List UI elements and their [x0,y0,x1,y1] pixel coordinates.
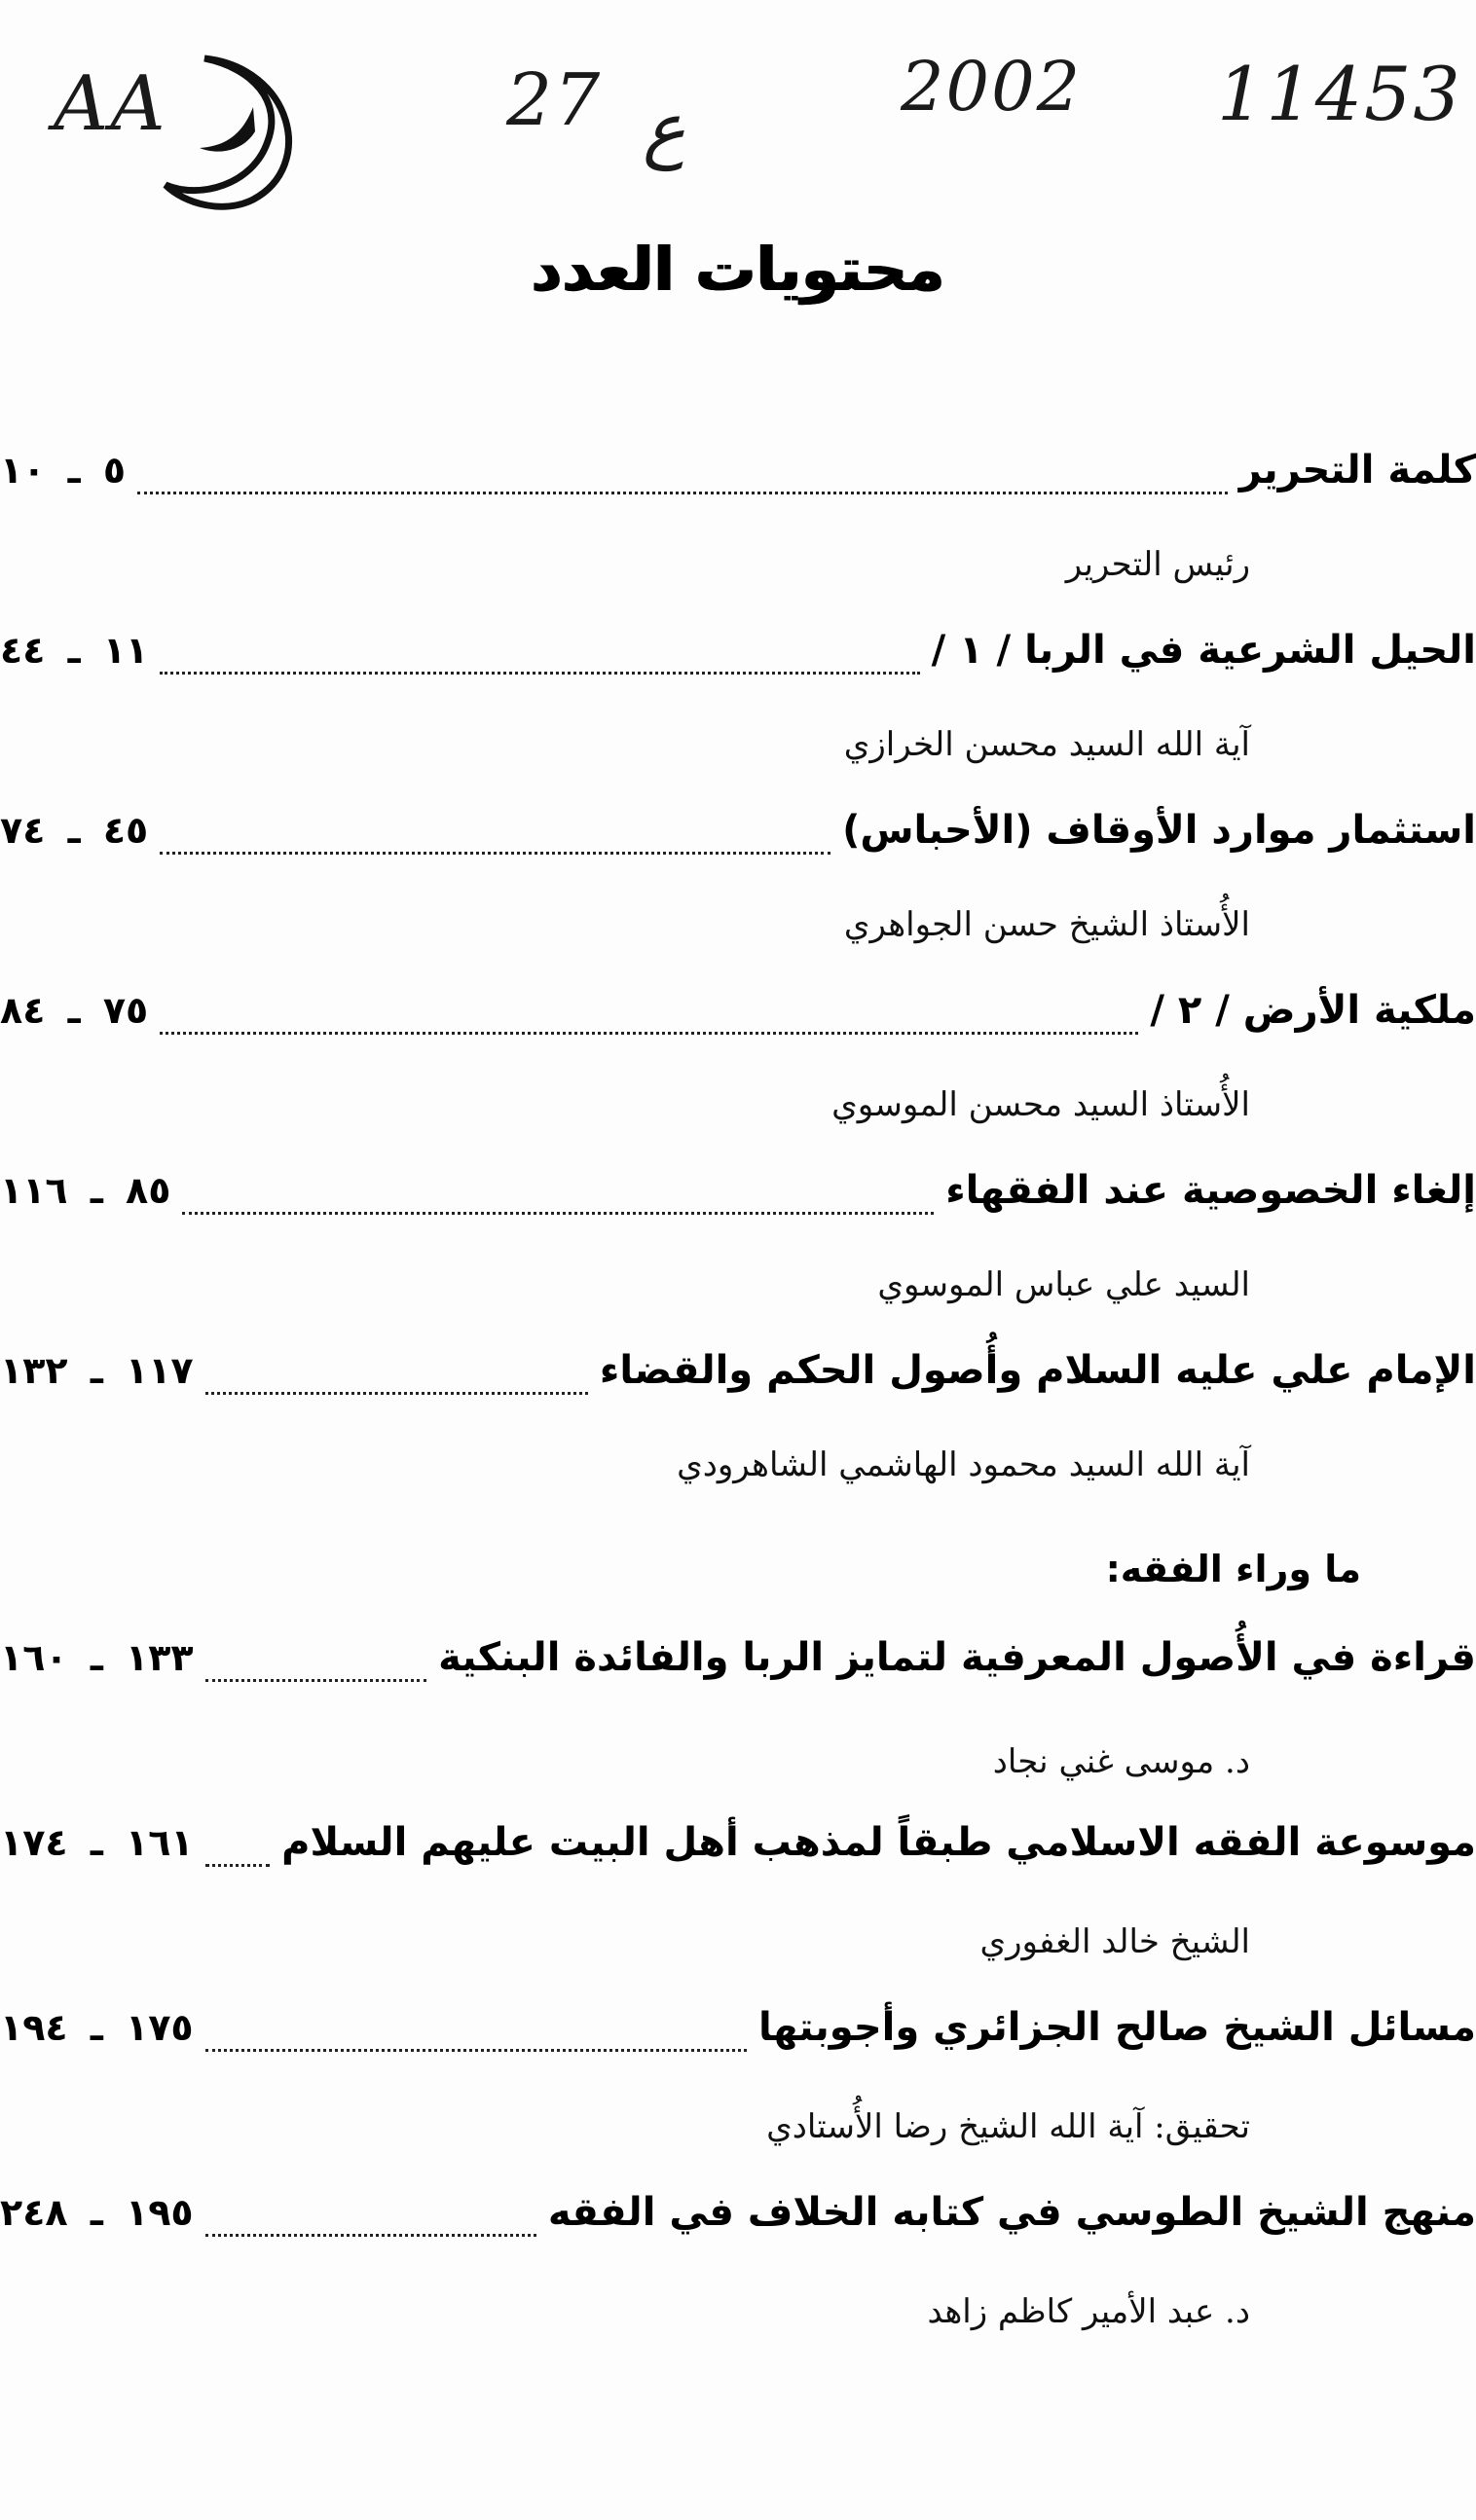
toc-entry [0,2005,1476,2063]
toc-entry-title: مسائل الشيخ صالح الجزائري وأجوبتها [758,2005,1476,2050]
section-heading: ما وراء الفقه: [1105,1548,1361,1590]
toc-entry-pages: ٨٥ ـ ١١٦ [0,1169,171,1212]
crescent-stamp-icon [146,39,312,214]
handwritten-letter: ع [643,88,686,171]
toc-entry-pages: ١٣٣ ـ ١٦٠ [0,1636,194,1679]
toc-entry-title: الحيل الشرعية في الربا / ١ / [931,628,1476,673]
toc-entry [0,2190,1476,2248]
toc-entry-pages: ١١ ـ ٤٤ [0,629,149,672]
toc-entry-pages: ٧٥ ـ ٨٤ [0,989,149,1032]
toc-entry [0,988,1476,1046]
toc-entry-title: إلغاء الخصوصية عند الفقهاء [945,1168,1476,1213]
toc-entry-title: منهج الشيخ الطوسي في كتابه الخلاف في الفقه [547,2190,1476,2235]
handwritten-code: 11453 [1217,51,1462,137]
leader-dots [205,2048,747,2052]
toc-entry-author: آية الله السيد محسن الخرازي [843,725,1250,764]
leader-dots [205,1678,427,1682]
toc-entry-title: الإمام علي عليه السلام وأُصول الحكم والقضاء [599,1348,1476,1393]
toc-entry-author: الشيخ خالد الغفوري [979,1922,1250,1961]
toc-entry-pages: ١٦١ ـ ١٧٤ [0,1821,194,1864]
toc-entry [0,1820,1476,1879]
toc-entry-title: استثمار موارد الأوقاف (الأحباس) [842,808,1476,853]
leader-dots [160,671,919,675]
toc-entry-author: د. عبد الأمير كاظم زاهد [927,2292,1250,2331]
toc-entry-title: قراءة في الأُصول المعرفية لتمايز الربا والفائدة البنكية [438,1635,1476,1680]
toc-entry-author: رئيس التحرير [1065,545,1250,584]
toc-entry-title: ملكية الأرض / ٢ / [1150,988,1476,1033]
toc-entry-title: كلمة التحرير [1238,448,1476,493]
leader-dots [182,1211,934,1215]
handwritten-mark-left: AA [54,60,167,148]
handwritten-year: 2002 [901,47,1083,127]
handwritten-issue-number: 27 [506,58,603,142]
toc-entry [0,1168,1476,1226]
toc-entry-author: السيد علي عباس الموسوي [877,1265,1250,1304]
leader-dots [205,1391,588,1395]
toc-entry-author: الأُستاذ السيد محسن الموسوي [831,1085,1250,1124]
toc-entry-pages: ١٩٥ ـ ٢٤٨ [0,2191,194,2234]
leader-dots [205,1863,271,1867]
toc-entry-pages: ٥ ـ ١٠ [0,449,127,492]
toc-entry [0,448,1476,506]
toc-entry [0,808,1476,866]
toc-entry [0,628,1476,686]
toc-entry-pages: ١٧٥ ـ ١٩٤ [0,2006,194,2049]
page-title: محتويات العدد [531,234,945,305]
leader-dots [137,491,1228,494]
toc-entry-author: د. موسى غني نجاد [992,1742,1250,1781]
toc-entry-pages: ٤٥ ـ ٧٤ [0,809,149,852]
toc-entry-author: تحقيق: آية الله الشيخ رضا الأُستادي [766,2107,1250,2146]
toc-entry [0,1348,1476,1406]
toc-entry [0,1635,1476,1694]
toc-entry-pages: ١١٧ ـ ١٣٢ [0,1349,194,1392]
leader-dots [205,2233,536,2237]
toc-entry-title: موسوعة الفقه الاسلامي طبقاً لمذهب أهل البيت عليهم السلام [281,1820,1476,1865]
toc-entry-author: الأُستاذ الشيخ حسن الجواهري [843,905,1250,944]
toc-entry-author: آية الله السيد محمود الهاشمي الشاهرودي [677,1445,1250,1484]
leader-dots [160,1031,1138,1035]
leader-dots [160,851,830,855]
